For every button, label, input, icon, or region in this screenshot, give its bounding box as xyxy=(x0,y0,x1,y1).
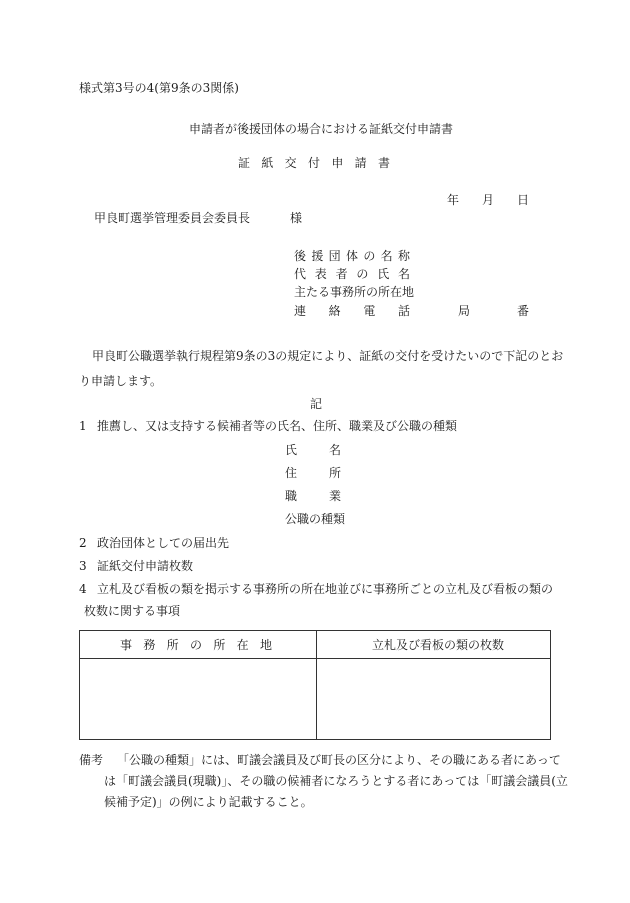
label-char: 名 xyxy=(328,443,341,457)
label-char: 者 xyxy=(335,267,348,281)
header-char: 所 xyxy=(213,638,226,652)
office-signboard-table xyxy=(79,630,551,740)
label-char: 住 xyxy=(285,466,298,480)
label-char: 援 xyxy=(311,249,324,263)
label-char: 体 xyxy=(345,249,358,263)
office-address-label: 主たる事務所の所在地 xyxy=(294,285,415,299)
item2-number: 2 xyxy=(79,536,87,550)
date-year-label: 年 xyxy=(447,193,460,207)
item2-text: 政治団体としての届出先 xyxy=(97,536,230,550)
label-char: 業 xyxy=(328,489,341,503)
label-char: 称 xyxy=(397,249,410,263)
label-char: 表 xyxy=(314,267,327,281)
label-char: 氏 xyxy=(377,267,390,281)
ki-heading: 記 xyxy=(310,397,323,411)
table-column-divider xyxy=(316,631,317,739)
title-char: 紙 xyxy=(261,156,274,170)
rep-name-label xyxy=(294,268,410,280)
note-line3: 候補予定)」の例により記載すること。 xyxy=(104,795,313,809)
label-char: 所 xyxy=(328,466,341,480)
honorific: 様 xyxy=(290,211,303,225)
office-type-label: 公職の種類 xyxy=(285,512,346,526)
label-char: 連 xyxy=(294,304,307,318)
candidate-job-label xyxy=(285,490,341,502)
item3-number: 3 xyxy=(79,559,87,573)
item1-text: 推薦し、又は支持する候補者等の氏名、住所、職業及び公職の種類 xyxy=(97,419,458,433)
date-day-label: 日 xyxy=(517,193,530,207)
title-char: 申 xyxy=(331,156,344,170)
phone-number-label: 番 xyxy=(517,304,530,318)
note-line2: は「町議会議員(現職)」、その職の候補者になろうとする者にあっては「町議会議員(立 xyxy=(104,774,568,788)
label-char: 氏 xyxy=(285,443,298,457)
item1-number: 1 xyxy=(79,419,87,433)
header-char: の xyxy=(189,638,202,652)
header-char: 在 xyxy=(236,638,249,652)
header-char: 務 xyxy=(143,638,156,652)
label-char: 名 xyxy=(380,249,393,263)
title-char: 請 xyxy=(354,156,367,170)
candidate-address-label xyxy=(285,467,341,479)
date-month-label: 月 xyxy=(482,193,495,207)
label-char: 名 xyxy=(397,267,410,281)
title-char: 証 xyxy=(238,156,251,170)
label-char: 電 xyxy=(363,304,376,318)
note-label: 備考 xyxy=(79,753,104,767)
title-char: 付 xyxy=(307,156,320,170)
title-char: 書 xyxy=(377,156,390,170)
addressee: 甲良町選挙管理委員会委員長 xyxy=(94,211,251,225)
document-title xyxy=(238,157,390,169)
label-char: 後 xyxy=(294,249,307,263)
label-char: 職 xyxy=(285,489,298,503)
table-header-signboard-count: 立札及び看板の類の枚数 xyxy=(372,638,505,652)
title-char: 交 xyxy=(284,156,297,170)
label-char: の xyxy=(356,267,369,281)
label-char: 代 xyxy=(294,267,307,281)
label-char: 絡 xyxy=(328,304,341,318)
header-char: 所 xyxy=(166,638,179,652)
body-text-line1: 甲良町公職選挙執行規程第9条の3の規定により、証紙の交付を受けたいので下記のとお xyxy=(92,349,564,363)
note-line1: 「公職の種類」には、町議会議員及び町長の区分により、その職にある者にあって xyxy=(117,753,561,767)
item4-text-line1: 立札及び看板の類を掲示する事務所の所在地並びに事務所ごとの立札及び看板の類の xyxy=(97,582,554,596)
item4-number: 4 xyxy=(79,582,87,596)
header-char: 地 xyxy=(259,638,272,652)
body-text-line2: り申請します。 xyxy=(79,374,163,388)
phone-exchange-label: 局 xyxy=(458,304,471,318)
label-char: の xyxy=(363,249,376,263)
item3-text: 証紙交付申請枚数 xyxy=(97,559,194,573)
document-subtitle: 申請者が後援団体の場合における証紙交付申請書 xyxy=(189,122,454,136)
phone-label xyxy=(294,305,410,317)
org-name-label xyxy=(294,250,410,262)
table-header-divider xyxy=(80,658,550,659)
label-char: 団 xyxy=(328,249,341,263)
form-number: 様式第3号の4(第9条の3関係) xyxy=(79,81,239,95)
item4-text-line2: 枚数に関する事項 xyxy=(84,604,181,618)
header-char: 事 xyxy=(120,638,133,652)
table-header-office-address xyxy=(120,639,272,651)
candidate-name-label xyxy=(285,444,341,456)
label-char: 話 xyxy=(397,304,410,318)
